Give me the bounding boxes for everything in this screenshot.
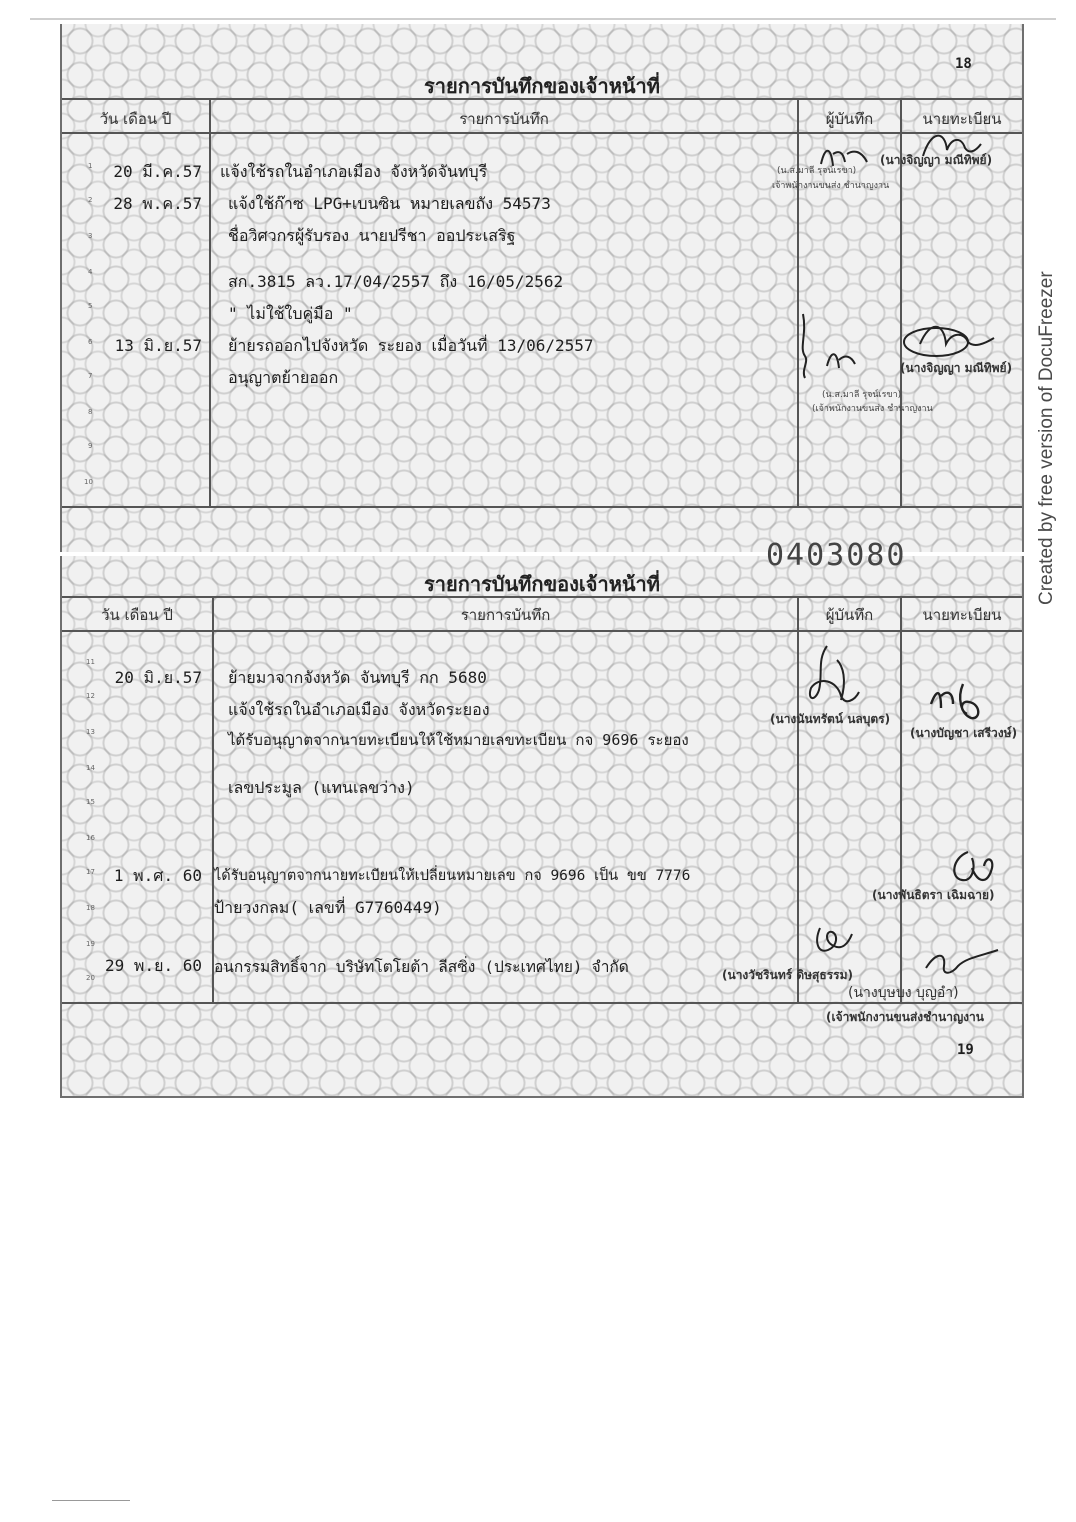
header-entry: รายการบันทึก xyxy=(460,606,551,624)
line-number: 18 xyxy=(86,904,95,912)
header-date: วัน เดือน ปี xyxy=(99,110,172,128)
row-date: 13 มิ.ย.57 xyxy=(114,336,202,355)
row-entry: " ไม่ใช้ใบคู่มือ " xyxy=(228,304,353,323)
registrar-name: (นางจิญญา มณีทิพย์) xyxy=(900,361,1013,375)
signature-mark xyxy=(922,944,1002,980)
column-divider xyxy=(209,98,211,506)
row-entry: ชื่อวิศวกรผู้รับรอง นายปรีชา ออประเสริฐ xyxy=(228,226,516,245)
docufreezer-watermark: Created by free version of DocuFreezer xyxy=(1036,271,1057,605)
line-number: 11 xyxy=(86,658,95,666)
signature-mark xyxy=(810,920,860,960)
recorder-title: (เจ้าพนักงานขนส่ง ชำนาญงาน xyxy=(812,404,933,414)
row-entry: ได้รับอนุญาตจากนายทะเบียนให้เปลี่ยนหมายเลข กจ 9696 เป็น ขข 7776 xyxy=(214,868,691,884)
line-number: 4 xyxy=(88,268,93,276)
registrar-name: (นางพันธิตรา เฉิมฉาย) xyxy=(872,888,995,902)
header-date: วัน เดือน ปี xyxy=(101,606,173,624)
page-number: 18 xyxy=(955,56,972,72)
line-number: 1 xyxy=(88,162,93,170)
row-date: 1 พ.ศ. 60 xyxy=(113,866,202,885)
row-entry: แจ้งใช้รถในอำเภอเมือง จังหวัดจันทบุรี xyxy=(220,162,488,181)
scan-top-edge xyxy=(30,18,1056,20)
row-entry: ป้ายวงกลม( เลขที่ G7760449) xyxy=(214,898,442,917)
recorder-name: (นางนันทรัตน์ นลบุตร) xyxy=(770,712,891,726)
recorder-name: (น.ส.มาลี รุจน์เรขา) xyxy=(822,390,902,400)
header-entry: รายการบันทึก xyxy=(459,110,549,128)
line-number: 15 xyxy=(86,798,95,806)
registrar-name: (นางจิญญา มณีทิพย์) xyxy=(880,153,993,167)
column-divider xyxy=(797,98,799,506)
scan-artifact-line xyxy=(52,1500,130,1501)
row-entry: เลขประมูล (แทนเลขว่าง) xyxy=(228,778,415,797)
record-page-18 xyxy=(60,24,1024,552)
header-bottom-rule xyxy=(62,132,1022,134)
line-number: 17 xyxy=(86,868,95,876)
row-entry: แจ้งใช้ก๊าซ LPG+เบนซิน หมายเลขถัง 54573 xyxy=(228,194,551,213)
line-number: 13 xyxy=(86,728,95,736)
line-number: 14 xyxy=(86,764,95,772)
line-number: 12 xyxy=(86,692,95,700)
page-number: 19 xyxy=(957,1042,974,1058)
header-top-rule xyxy=(62,596,1022,598)
line-number: 10 xyxy=(84,478,93,486)
registrar-title: (เจ้าพนักงานขนส่งชำนาญงาน xyxy=(826,1010,984,1024)
line-number: 8 xyxy=(88,408,93,416)
line-number: 3 xyxy=(88,232,93,240)
line-number: 16 xyxy=(86,834,95,842)
page-title: รายการบันทึกของเจ้าหน้าที่ xyxy=(424,572,660,596)
column-divider xyxy=(900,596,902,1002)
header-bottom-rule xyxy=(62,630,1022,632)
page-title: รายการบันทึกของเจ้าหน้าที่ xyxy=(424,74,660,98)
signature-mark xyxy=(797,304,877,384)
row-date: 29 พ.ย. 60 xyxy=(105,956,202,975)
line-number: 2 xyxy=(88,196,93,204)
header-recorder: ผู้บันทึก xyxy=(825,606,874,624)
recorder-name: (น.ส.มาลี รุจน์เรขา) xyxy=(777,166,857,176)
registrar-name: (นางบัญชา เสรีวงษ์) xyxy=(910,726,1018,740)
signature-mark xyxy=(900,314,1000,364)
table-bottom-rule xyxy=(62,506,1022,508)
row-entry: ย้ายมาจากจังหวัด จันทบุรี กก 5680 xyxy=(228,668,487,687)
row-entry: ย้ายรถออกไปจังหวัด ระยอง เมื่อวันที่ 13/06/2557 xyxy=(228,336,594,355)
registrar-name: (นางบุษบง บุญอำ) xyxy=(848,985,959,1001)
record-page-19 xyxy=(60,538,1024,1098)
line-number: 7 xyxy=(88,372,93,380)
row-entry: ได้รับอนุญาตจากนายทะเบียนให้ใช้หมายเลขทะเบียน กจ 9696 ระยอง xyxy=(228,731,689,749)
signature-mark xyxy=(797,640,877,720)
line-number: 20 xyxy=(86,974,95,982)
row-entry: สก.3815 ลว.17/04/2557 ถึง 16/05/2562 xyxy=(228,272,564,291)
header-top-rule xyxy=(62,98,1022,100)
header-registrar: นายทะเบียน xyxy=(922,606,1002,624)
header-registrar: นายทะเบียน xyxy=(922,110,1002,128)
column-divider xyxy=(212,596,214,1002)
row-entry: แจ้งใช้รถในอำเภอเมือง จังหวัดระยอง xyxy=(228,700,490,719)
line-number: 6 xyxy=(88,338,93,346)
recorder-name: (นางวัชรินทร์ ดิษสุธรรม) xyxy=(722,968,853,982)
line-number: 5 xyxy=(88,302,93,310)
row-date: 20 มี.ค.57 xyxy=(113,162,202,181)
line-number: 9 xyxy=(88,442,93,450)
row-entry: อนุญาตย้ายออก xyxy=(228,368,339,387)
line-number: 19 xyxy=(86,940,95,948)
document-serial: 0403080 xyxy=(766,538,907,573)
row-date: 20 มิ.ย.57 xyxy=(114,668,202,687)
row-entry: อนกรรมสิทธิ์จาก บริษัทโตโยต้า ลีสซิ่ง (ประเทศไทย) จำกัด xyxy=(214,958,629,976)
signature-mark xyxy=(927,674,987,724)
recorder-title: เจ้าพนักงานขนส่ง ชำนาญงาน xyxy=(772,181,890,191)
row-date: 28 พ.ค.57 xyxy=(113,194,202,213)
header-recorder: ผู้บันทึก xyxy=(825,110,874,128)
